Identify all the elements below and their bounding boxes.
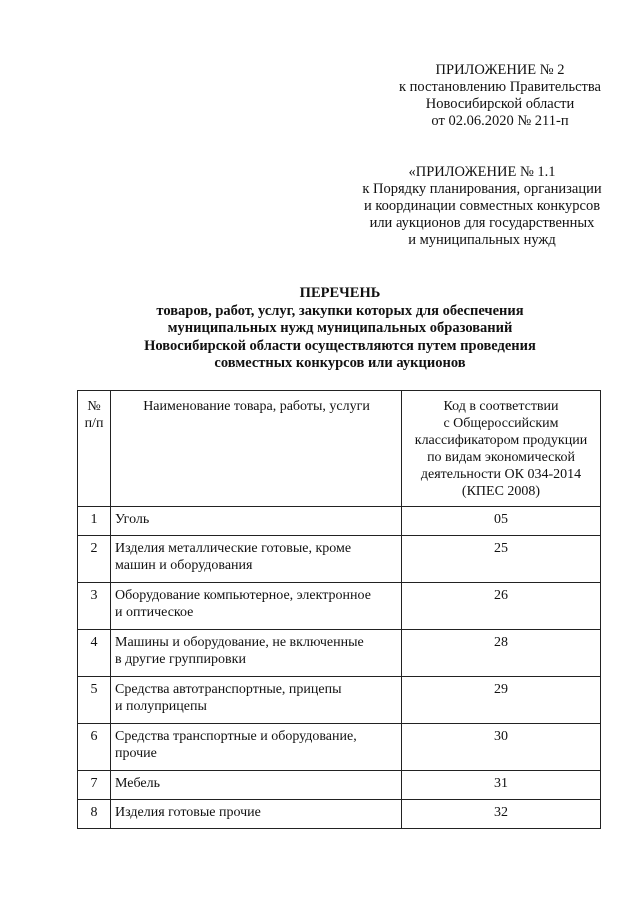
appendix-1-1-line: и координации совместных конкурсов [363,198,601,214]
row-name-line: прочие [115,746,157,761]
appendix-1-1-line: «ПРИЛОЖЕНИЕ № 1.1 [408,164,556,180]
appendix-2-line: к постановлению Правительства [399,79,601,95]
title-line: муниципальных нужд муниципальных образований [167,320,513,337]
header-code-line: классификатором продукции [414,433,588,448]
header-num-line: п/п [84,416,104,431]
table-row [78,536,601,583]
title-line: ПЕРЕЧЕНЬ [299,285,381,301]
row-name [111,630,402,677]
row-num: 6 [78,724,111,771]
appendix-2-line: ПРИЛОЖЕНИЕ № 2 [435,62,565,78]
row-num: 7 [78,771,111,800]
row-code: 30 [402,724,601,771]
appendix-1-1-line: и муниципальных нужд [408,232,556,248]
row-name [111,507,402,536]
appendix-1-1-line: к Порядку планирования, организации [362,181,602,197]
table-row [78,724,601,771]
row-code: 29 [402,677,601,724]
header-code-line: Код в соответствии [443,399,559,414]
row-name-line: в другие группировки [115,652,246,667]
row-name-line: Изделия металлические готовые, кроме [115,541,352,556]
row-name-line: Средства транспортные и оборудование, [115,729,357,744]
appendix-1-1-line: или аукционов для государственных [369,215,595,231]
row-name-line: машин и оборудования [115,558,253,573]
title-line: Новосибирской области осуществляются путем проведения [144,337,536,354]
row-name-line: и оптическое [115,605,194,620]
table-row [78,507,601,536]
row-num: 2 [78,536,111,583]
row-name [111,536,402,583]
header-num-line: № [87,399,101,414]
title-line: товаров, работ, услуг, закупки которых для обеспечения [156,302,524,319]
row-name-line: Машины и оборудование, не включенные [115,635,364,650]
table-row [78,771,601,800]
header-code-line: с Общероссийским [443,416,559,431]
header-code-line: (КПЕС 2008) [461,484,541,499]
row-num: 3 [78,583,111,630]
row-num: 5 [78,677,111,724]
row-code: 32 [402,800,601,829]
document-title [80,285,600,373]
row-name-line: и полуприцепы [115,699,207,714]
header-num [78,391,111,507]
row-code: 25 [402,536,601,583]
row-code: 28 [402,630,601,677]
row-name-line: Средства автотранспортные, прицепы [115,682,342,697]
row-name-line: Изделия готовые прочие [115,805,261,820]
goods-table [77,390,601,829]
table-header-row [78,391,601,507]
row-code: 26 [402,583,601,630]
row-name [111,677,402,724]
title-line: совместных конкурсов или аукционов [214,355,466,372]
row-code: 05 [402,507,601,536]
row-name-line: Оборудование компьютерное, электронное [115,588,371,603]
header-name: Наименование товара, работы, услуги [111,391,402,507]
appendix-2-line: от 02.06.2020 № 211-п [431,113,569,129]
appendix-2-header [380,62,620,130]
table-row [78,677,601,724]
table-row [78,583,601,630]
appendix-2-line: Новосибирской области [425,96,575,112]
row-code: 31 [402,771,601,800]
row-num: 1 [78,507,111,536]
table-row [78,630,601,677]
row-num: 4 [78,630,111,677]
row-name [111,724,402,771]
header-code [402,391,601,507]
row-name [111,583,402,630]
appendix-1-1-header [340,164,624,249]
row-num: 8 [78,800,111,829]
row-name-line: Мебель [115,776,161,791]
row-name [111,771,402,800]
header-code-line: деятельности ОК 034-2014 [420,467,582,482]
row-name-line: Уголь [115,512,150,527]
table-row [78,800,601,829]
row-name [111,800,402,829]
header-code-line: по видам экономической [427,450,575,465]
